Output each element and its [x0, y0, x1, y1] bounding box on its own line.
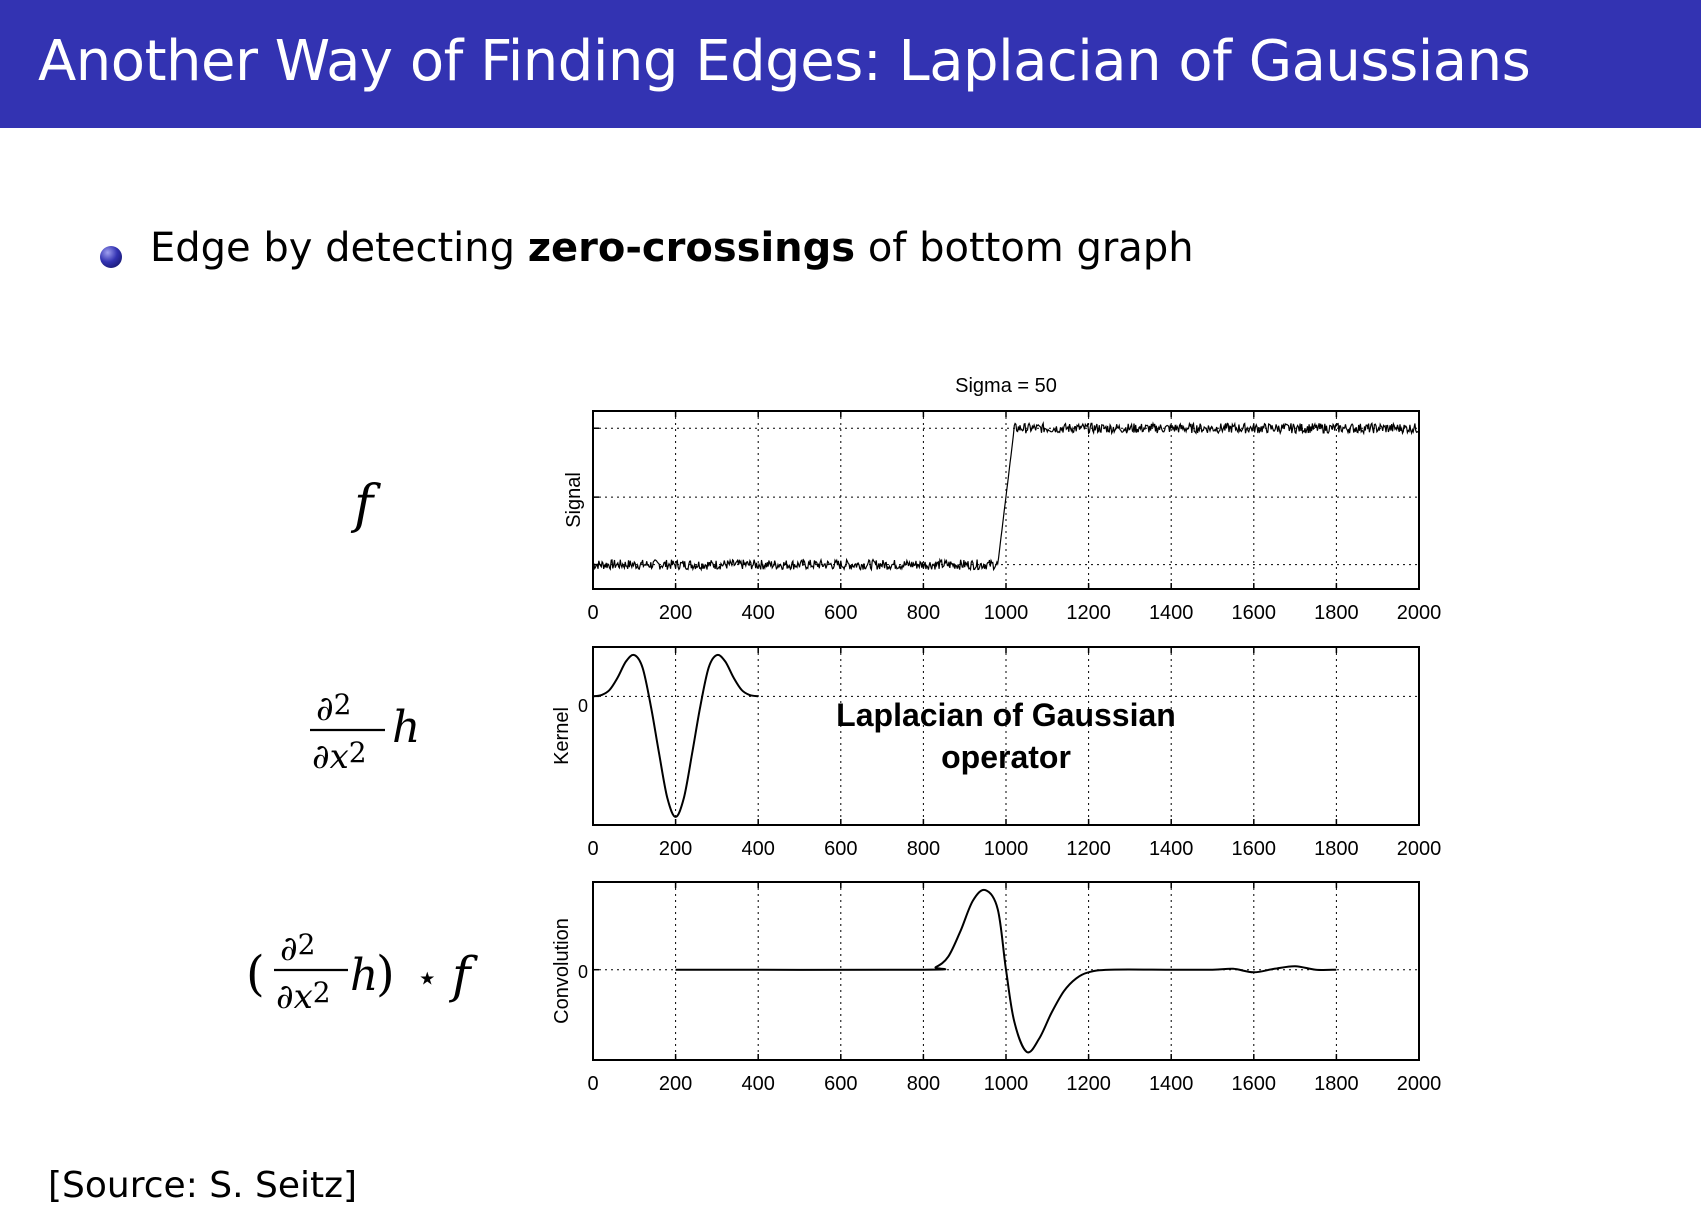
plot-convolution-series: [676, 890, 1337, 1053]
eq-signal-f: f: [354, 475, 374, 535]
convolution-xtick-label-200: 200: [658, 1073, 693, 1095]
signal-xtick-label-1000: 1000: [983, 602, 1029, 624]
kernel-xtick-label-0: 0: [587, 838, 599, 860]
kernel-xtick-label-1600: 1600: [1231, 838, 1277, 860]
kernel-xtick-label-400: 400: [741, 838, 775, 860]
plot-convolution-ytick-0: 0: [577, 962, 588, 982]
plot-kernel-annotation-line2: operator: [941, 739, 1071, 775]
eq-kernel-den: ∂x2: [312, 736, 367, 777]
bullet-prefix: Edge by detecting: [150, 225, 515, 271]
plot-kernel-ytick-0: 0: [577, 696, 588, 716]
bullet-suffix: of bottom graph: [867, 225, 1194, 271]
kernel-xtick-label-1800: 1800: [1314, 838, 1359, 860]
equation-convolution: [246, 928, 478, 1017]
kernel-xtick-label-200: 200: [658, 838, 693, 860]
kernel-xtick-label-1200: 1200: [1066, 838, 1111, 860]
signal-xtick-label-600: 600: [824, 602, 858, 624]
signal-xtick-label-800: 800: [906, 602, 941, 624]
eq-conv-close-paren: ): [376, 946, 395, 1002]
bullet-bold: zero-crossings: [527, 225, 856, 271]
eq-conv-open-paren: (: [246, 946, 265, 1002]
convolution-xtick-label-1000: 1000: [983, 1073, 1029, 1095]
plot-signal-xticks: [587, 411, 1441, 624]
slide-title: Another Way of Finding Edges: Laplacian of Gaussians: [38, 29, 1531, 94]
eq-conv-star: ⋆: [416, 958, 439, 999]
plot-kernel-grid: [593, 647, 1419, 825]
plot-convolution-ylabel: Convolution: [551, 918, 573, 1024]
signal-xtick-label-200: 200: [658, 602, 693, 624]
convolution-xtick-label-1600: 1600: [1231, 1073, 1277, 1095]
kernel-xtick-label-2000: 2000: [1396, 838, 1442, 860]
signal-xtick-label-1600: 1600: [1231, 602, 1277, 624]
signal-xtick-label-0: 0: [587, 602, 599, 624]
eq-conv-num: ∂2: [280, 928, 316, 969]
eq-conv-den: ∂x2: [276, 976, 331, 1017]
plot-kernel-ylabel: Kernel: [551, 707, 573, 765]
plot-signal-series: [593, 423, 1419, 569]
signal-xtick-label-1800: 1800: [1314, 602, 1359, 624]
kernel-xtick-label-800: 800: [906, 838, 941, 860]
convolution-xtick-label-600: 600: [824, 1073, 858, 1095]
convolution-xtick-label-400: 400: [741, 1073, 775, 1095]
signal-xtick-label-1200: 1200: [1066, 602, 1111, 624]
eq-conv-f: f: [452, 946, 471, 1004]
eq-kernel-num: ∂2: [316, 688, 352, 729]
signal-xtick-label-400: 400: [741, 602, 775, 624]
plot-kernel: [551, 647, 1441, 860]
equation-signal: [350, 475, 381, 535]
convolution-xtick-label-800: 800: [906, 1073, 941, 1095]
convolution-xtick-label-0: 0: [587, 1073, 599, 1095]
plot-kernel-annotation-line1: Laplacian of Gaussian: [836, 697, 1176, 733]
kernel-xtick-label-1400: 1400: [1148, 838, 1194, 860]
plot-convolution-xticks: [587, 882, 1441, 1095]
convolution-xtick-label-1200: 1200: [1066, 1073, 1111, 1095]
source-citation: [Source: S. Seitz]: [48, 1165, 358, 1206]
signal-xtick-label-1400: 1400: [1148, 602, 1194, 624]
signal-xtick-label-2000: 2000: [1396, 602, 1442, 624]
signal-series-line-0: [593, 423, 1419, 569]
convolution-xtick-label-1400: 1400: [1148, 1073, 1194, 1095]
eq-conv-h: h: [350, 950, 379, 1001]
plot-convolution: [551, 882, 1441, 1095]
eq-kernel-h: h: [392, 702, 421, 753]
convolution-series-line-0: [676, 890, 1337, 1053]
kernel-xtick-label-600: 600: [824, 838, 858, 860]
plot-signal-title: Sigma = 50: [955, 375, 1057, 397]
plot-signal-ylabel: Signal: [563, 472, 585, 528]
kernel-xtick-label-1000: 1000: [983, 838, 1029, 860]
equation-kernel: [310, 688, 420, 777]
convolution-xtick-label-1800: 1800: [1314, 1073, 1359, 1095]
convolution-xtick-label-2000: 2000: [1396, 1073, 1442, 1095]
plot-signal: [563, 375, 1441, 624]
